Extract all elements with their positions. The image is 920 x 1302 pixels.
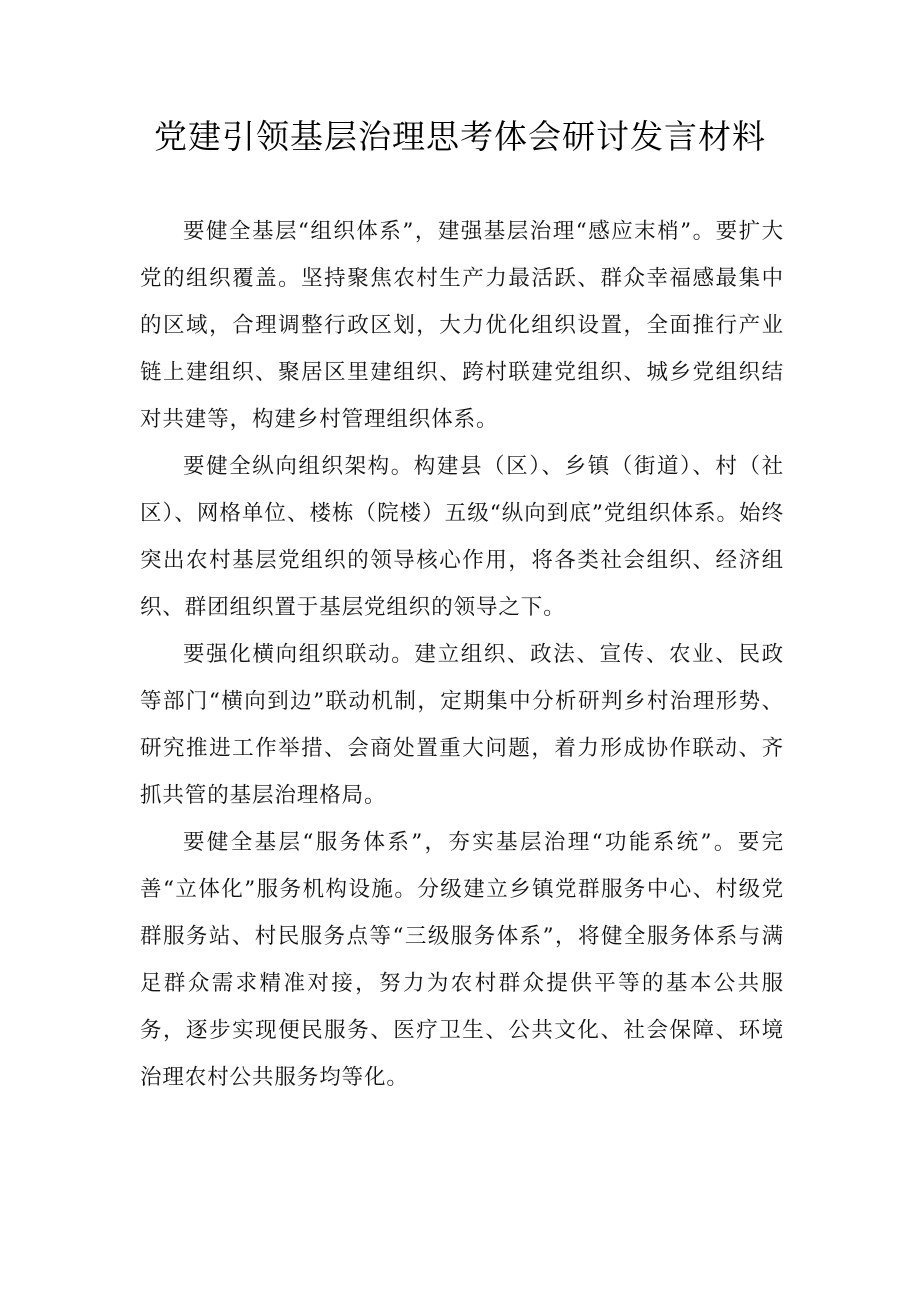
paragraph-4: 要健全基层“服务体系”，夯实基层治理“功能系统”。要完善“立体化”服务机构设施。分级建立乡镇党群服务中心、村级党群服务站、村民服务点等“三级服务体系”，将健全服务体系与满足群众需求精准对接，努力为农村群众提供平等的基本公共服务，逐步实现便民服务、医疗卫生、公共文化、社会保障、环境治理农村公共服务均等化。 (140, 830, 784, 1090)
document-title: 党建引领基层治理思考体会研讨发言材料 (154, 117, 766, 156)
document-body (140, 208, 784, 1101)
paragraph-1: 要健全基层“组织体系”，建强基层治理“感应末梢”。要扩大党的组织覆盖。坚持聚焦农村生产力最活跃、群众幸福感最集中的区域，合理调整行政区划，大力优化组织设置，全面推行产业链上建组织、聚居区里建组织、跨村联建党组织、城乡党组织结对共建等，构建乡村管理组织体系。 (140, 219, 784, 432)
paragraph-2: 要健全纵向组织架构。构建县（区）、乡镇（街道）、村（社区）、网格单位、楼栋（院楼）五级“纵向到底”党组织体系。始终突出农村基层党组织的领导核心作用，将各类社会组织、经济组织、群团组织置于基层党组织的领导之下。 (140, 454, 784, 620)
paragraph-3: 要强化横向组织联动。建立组织、政法、宣传、农业、民政等部门“横向到边”联动机制，定期集中分析研判乡村治理形势、研究推进工作举措、会商处置重大问题，着力形成协作联动、齐抓共管的基层治理格局。 (140, 642, 784, 808)
